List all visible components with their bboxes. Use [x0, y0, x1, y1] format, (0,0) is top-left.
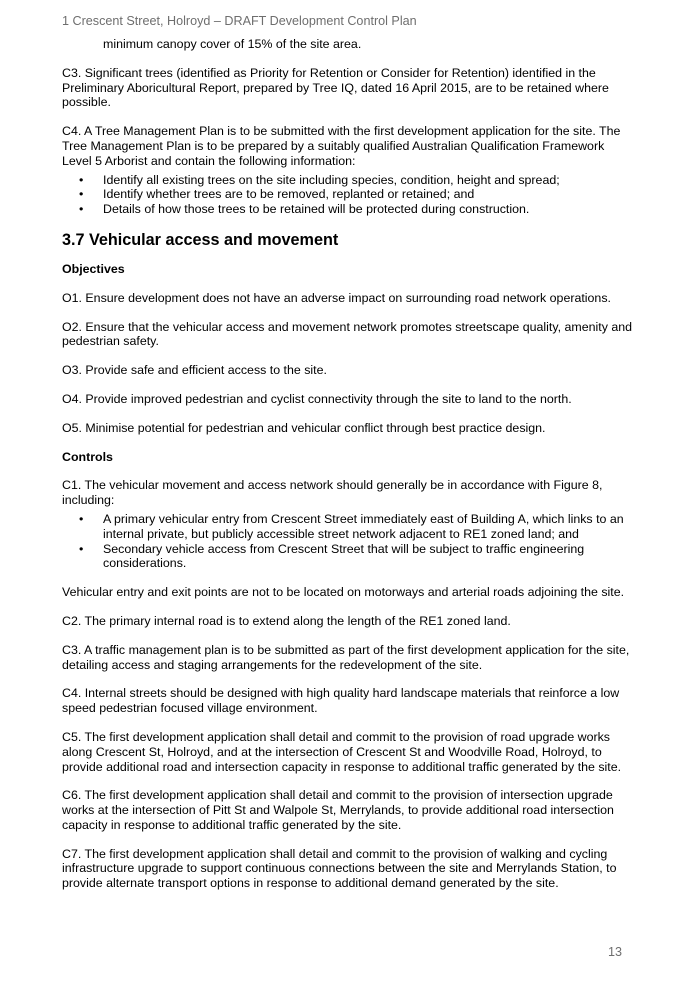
control-c3: C3. A traffic management plan is to be submitted as part of the first development application for the site, detailing access and staging arrangements for the redevelopment of the site.: [62, 642, 630, 672]
bullet-icon: •: [79, 187, 84, 202]
control-c6: C6. The first development application shall detail and commit to the provision of intersection upgrade works at the intersection of Pitt St and Walpole St, Merrylands, to provide additional road intersection capacity in response to additional traffic generated by the site.: [62, 788, 614, 832]
list-item: • A primary vehicular entry from Crescent Street immediately east of Building A, which links to an internal private, but publicly accessible street network adjacent to RE1 zoned land; and: [79, 511, 624, 541]
control-c3-trees: C3. Significant trees (identified as Priority for Retention or Consider for Retention) identified in the Preliminary Aboricultural Report, prepared by Tree IQ, dated 16 April 2015, are to be retained where possible.: [62, 65, 609, 110]
list-item: • Identify whether trees are to be removed, replanted or retained; and: [79, 187, 475, 202]
objective-o5: O5. Minimise potential for pedestrian and vehicular conflict through best practice design.: [62, 420, 546, 435]
bullet-icon: •: [79, 172, 84, 187]
objectives-heading: Objectives: [62, 261, 125, 276]
control-c4: C4. Internal streets should be designed with high quality hard landscape materials that reinforce a low speed pedestrian focused village environment.: [62, 686, 620, 716]
bullet-icon: •: [79, 202, 84, 217]
tree-plan-list: [62, 173, 634, 217]
bullet-icon: •: [79, 541, 84, 556]
vehicle-access-list: [62, 512, 634, 571]
continuation-text: minimum canopy cover of 15% of the site area.: [103, 37, 362, 51]
list-item: • Identify all existing trees on the site including species, condition, height and spread;: [79, 172, 560, 187]
control-c1: C1. The vehicular movement and access network should generally be in accordance with Figure 8, including:: [62, 478, 603, 508]
control-c7: C7. The first development application shall detail and commit to the provision of walking and cycling infrastructure upgrade to support continuous connections between the site and Merrylands Station, to provide alternate transport options in response to additional demand generated by the site.: [62, 846, 617, 891]
control-c1-note: Vehicular entry and exit points are not to be located on motorways and arterial roads adjoining the site.: [62, 585, 625, 600]
section-title: 3.7 Vehicular access and movement: [62, 230, 339, 249]
objective-o4: O4. Provide improved pedestrian and cyclist connectivity through the site to land to the north.: [62, 391, 572, 406]
list-item: • Details of how those trees to be retained will be protected during construction.: [79, 202, 530, 217]
objective-o1: O1. Ensure development does not have an adverse impact on surrounding road network operations.: [62, 290, 611, 305]
objective-o2: O2. Ensure that the vehicular access and movement network promotes streetscape quality, amenity and pedestrian safety.: [62, 319, 633, 349]
objective-o3: O3. Provide safe and efficient access to the site.: [62, 363, 327, 378]
page-number: 13: [608, 945, 623, 959]
page-content: [62, 37, 634, 905]
control-c2: C2. The primary internal road is to extend along the length of the RE1 zoned land.: [62, 613, 511, 628]
bullet-icon: •: [79, 511, 84, 526]
control-c5: C5. The first development application shall detail and commit to the provision of road upgrade works along Crescent St, Holroyd, and at the intersection of Crescent St and Woodville Road, Holroyd, to provide additional road and intersection capacity in response to additional traffic generated by the site.: [62, 729, 622, 774]
list-item: • Secondary vehicle access from Crescent Street that will be subject to traffic engineering considerations.: [79, 541, 585, 571]
controls-heading: Controls: [62, 449, 113, 464]
control-c4-trees: C4. A Tree Management Plan is to be submitted with the first development application for the site. The Tree Management Plan is to be prepared by a suitably qualified Australian Qualification Framework Level 5 Arborist and contain the following information:: [62, 124, 621, 168]
running-header: 1 Crescent Street, Holroyd – DRAFT Development Control Plan: [62, 14, 417, 28]
